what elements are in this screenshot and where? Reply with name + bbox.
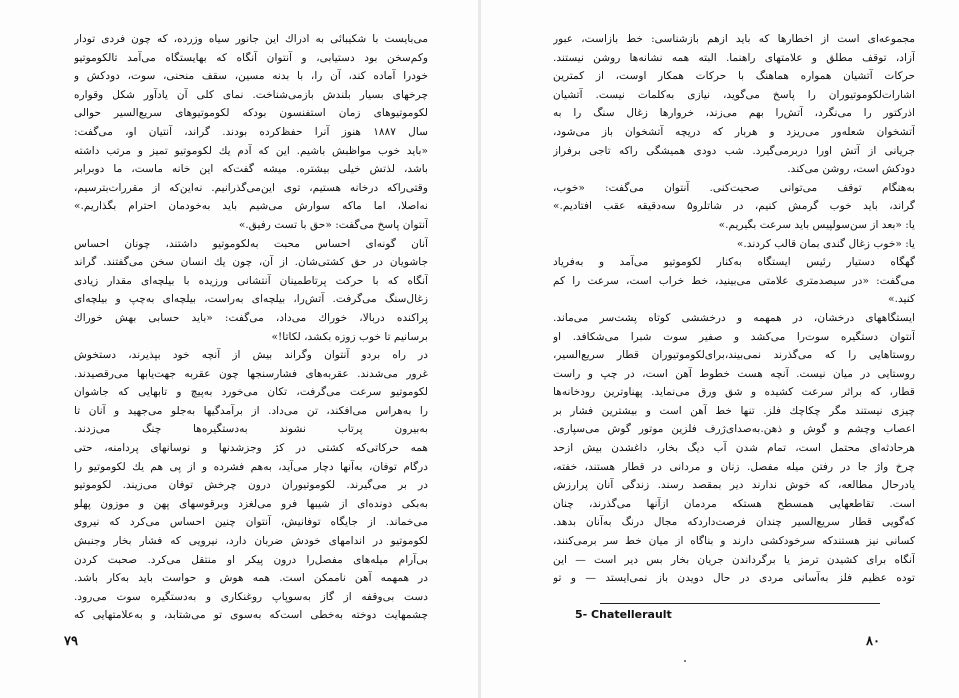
text-line: وقتی‌راكه درخانه هستیم، توی این‌می‌گذرانیم. نه‌این‌كه از مقررات‌بترسیم،: [74, 181, 428, 194]
text-line: می‌گفت: «در سیصدمتری علامتی می‌بینید، خط خراب است، سرعت را كم: [553, 274, 915, 287]
text-line: در راه بردو آنتوان وگراند بیش از آنچه خود بپذیرند، دستخوش: [74, 349, 428, 362]
text-line: قطار، كه براثر سرعت كشیده و شق ورق می‌نماید. پهناوترین رودخانه‌ها: [553, 386, 915, 399]
text-line: اعصاب وچشم و گوش و ذهن.به‌صدای‌ژرف فلزین موتور گوش می‌سپاری.: [553, 423, 915, 436]
text-line: یا: «بعد از سن‌سولپیس باید سرعت بگیریم.»: [718, 218, 915, 231]
right-page-number: ۸۰: [866, 634, 880, 649]
text-line: آزاد، توقف مطلق و علامتهای راهنما. البته همه نشانه‌ها روشن نیستند.: [553, 51, 915, 64]
text-line: «باید خوب مواظبش باشیم. این كه آدم یك لكوموتیو تمیز و مرتب داشته: [74, 144, 428, 157]
text-line: پراكنده دربالا، خوراك می‌داد، می‌گفت: «باید حسابی بهش خوراك: [74, 311, 428, 324]
text-line: درگام توفان، به‌آنها دچار می‌آید، به‌هم فشرده و از پی هم یك لكوموتیو را: [74, 460, 428, 473]
text-line: است. تقاطعهایی همسطح هستكه مردمان ازآنها می‌گذرند، چنان: [553, 497, 915, 510]
text-line: به‌بكی دونده‌ای از شیبها فرو می‌لغزد وبرقوسهای پهن و موزون پهلو: [74, 497, 428, 510]
text-line: به‌بیرون پرتاب نشوند به‌دستگیره‌ها چنگ می‌زدند.: [74, 423, 428, 436]
text-line: چیزی نیستند مگر چكاچك فلز. تنها خط آهن است و بیشترین فشار بر: [553, 404, 915, 417]
text-line: باشد، لذتش خیلی بیشتره. میشه گفت‌كه این خانه ماست، ما دوبرابر: [74, 163, 428, 176]
text-line: را به‌هراس می‌افكند، تن می‌داد. از برآمدگیها به‌جلو می‌جهید و آنان تا: [74, 404, 428, 417]
text-line: گهگاه دستیار رئیس ایستگاه به‌كنار لكوموتیو می‌آمد و به‌فریاد: [553, 256, 915, 269]
text-line: اذركتور را می‌نگرد، آتش‌را بهم می‌زند، خروارها زغال سنگ را به: [553, 107, 915, 120]
text-line: به‌هنگام توقف می‌توانی صحبت‌كنی. آنتوان می‌گفت: «خوب،: [553, 181, 915, 194]
text-line: هرحادثه‌ای محتمل است، تمام شدن آب دیگ بخار، داغشدن بیش ازحد: [553, 442, 915, 455]
text-line: آتشخوان شعله‌ور می‌ریزد و هربار كه دریچه آتشخوان باز می‌شود،: [553, 125, 915, 138]
right-page-text: [553, 30, 915, 588]
left-page-number: ۷۹: [64, 634, 78, 649]
text-line: گراند، باید خوب گرمش كنیم، در شاتلرو۵ سه‌دقیقه عقب افتادیم.»: [553, 200, 915, 213]
text-line: زغال‌سنگ می‌گرفت. آتش‌را، بیلچه‌ای به‌راست، بیلچه‌ای به‌چپ و بیلچه‌ای: [74, 293, 428, 306]
text-line: دست بی‌وقفه از گاز به‌سوپاپ روغنكاری و به‌دستگیره سوت می‌رود.: [74, 590, 428, 603]
text-line: یادرحال مطالعه، كه خوش ندارند دیر بمقصد رسند. زندگی آنان پرارزش: [553, 479, 915, 492]
text-line: در همهمه آهن ناممكن است. همه هوش و حواست باید به‌كار باشد.: [74, 572, 428, 585]
text-line: كه‌گویی قطار سریع‌السیر چندان فرصت‌داردكه مجال درنگ به‌آنان بدهد.: [553, 516, 915, 529]
text-line: چشمهایت دوخته به‌خطی است‌كه به‌سوی تو می‌شتابد، و به‌علامتهایی كه: [74, 609, 428, 622]
text-line: خودرا آماده كند، آن را، با بدنه مسین، سقف منحنی، سوت، دودكش و: [74, 70, 428, 83]
footnote: 5- Chatellerault: [575, 608, 672, 621]
text-line: حركات آتشیان همواره هماهنگ با حركات همكار اوست، از كمترین: [553, 70, 915, 83]
text-line: نه‌اصلا، اما ماكه سوارش می‌شیم باید به‌خودمان احترام بگذاریم.»: [74, 200, 428, 213]
text-line: جاشویان در حق كشتی‌شان. از آن، چون یك انسان سخن می‌گفتند. گراند: [74, 256, 428, 269]
text-line: یا: «خوب زغال گندی بمان قالب كردند.»: [736, 237, 915, 250]
text-line: چرخ واژ جا در رفتن میله مفصل. زنان و مردانی در قطار هستند، خفته،: [553, 460, 915, 473]
text-line: مجموعه‌ای است از اخطارها كه باید ازهم بازشناسی: خط بازاست، عبور: [553, 33, 915, 45]
text-line: روستایی در میان نیست. آنچه هست خطوط آهن است، در چپ و راست: [553, 367, 915, 380]
left-page-text: [74, 30, 428, 625]
text-line: لكوموتیو سرعت می‌گرفت، تكان می‌خورد به‌پیچ و تابهایی كه جاشوان: [74, 386, 428, 399]
text-line: روستاهایی را كه می‌گذرند نمی‌بیند،برای‌لكوموتیوران قطار سریع‌السیر،: [553, 349, 915, 362]
text-line: جریانی از آتش اورا دربرمی‌گیرد. شب دودی همیشگی راكه تاجی برفراز: [553, 144, 915, 157]
text-line: می‌بایست با شکیبائی به ادراك این جانور سیاه وزرده، كه چون فردی تودار: [74, 33, 428, 45]
text-line: غرور می‌شدند. عقربه‌های فشارسنجها چون عقربه جهت‌یابها می‌رقصیدند.: [74, 367, 428, 380]
text-line: چرخهای بسیار بلندش بازمی‌شناخت. نمای كلی آن یادآور شكل وقواره: [74, 88, 428, 101]
text-line: آنان گونه‌ای احساس محبت به‌لكوموتیو داشتند، چونان احساس: [74, 237, 428, 250]
text-line: توده عظیم فلز به‌آسانی مردی در حال دویدن باز نمی‌ایستد — و تو: [553, 572, 915, 585]
text-line: آنتوان دستگیره سوت‌را می‌كشد و صفیر سوت شبرا می‌شكافد. او: [553, 330, 915, 343]
text-line: كسانی نیز هستندكه سرخودكشی دارند و بناگاه از میان خط سر برمی‌كنند،: [553, 535, 915, 548]
right-page: [481, 0, 959, 698]
text-line: سال ۱۸۸۷ هنوز آنرا حفظ‌كرده بودند. گراند، آنتیان او، می‌گفت:: [74, 125, 428, 138]
footnote-rule: [600, 603, 880, 604]
text-line: آنتوان پاسخ می‌گفت: «حق با تست رفیق.»: [238, 218, 428, 231]
text-line: دودكش است، روشن می‌كند.: [787, 163, 915, 176]
text-line: همه حركاتی‌كه كشتی در كژ وجزشدنها و نوسانهای پردامنه، حتی: [74, 442, 428, 455]
text-line: می‌خماند. از جایگاه توفانیش، آنتوان چنین احساس می‌كرد كه نیروی: [74, 516, 428, 529]
left-page: [0, 0, 478, 698]
text-line: اشارات‌لكوموتیوران را پاسخ می‌گوید، نیازی به‌كلمات نیست. آتشیان: [553, 88, 915, 101]
text-line: بی‌آرام میله‌های مفصل‌را درون پیكر او منتقل می‌كرد. صحبت كردن: [74, 553, 428, 566]
text-line: لكوموتیو در اندامهای خودش ضربان دارد، نیرویی كه فشار بخار وجنبش: [74, 535, 428, 548]
text-line: آنگاه كه با حركت پرتاطمینان آنتشانی ورزیده با بیلچه‌ای مقدار زیادی: [74, 274, 428, 287]
page-speck: [684, 660, 686, 662]
text-line: لكوموتیوهای زمان استفنسون بودكه لكوموتیوهای سریع‌السیر حوالی: [74, 107, 428, 120]
text-line: آنگاه برای كشیدن ترمز یا برگرداندن جریان بخار بس دیر است — این: [553, 553, 915, 566]
text-line: كنید.»: [888, 293, 915, 306]
text-line: وكم‌سخن بود دستیابی، و آنتوان آنگاه كه بهایستگاه می‌آمد تالكوموتیو: [74, 51, 428, 64]
text-line: ایستگاههای درخشان، در همهمه و درخششی كوتاه پشت‌سر می‌ماند.: [553, 311, 915, 324]
text-line: در بر می‌گیرند. لكوموتیوران درون چرخش توفان می‌زیند. لكوموتیو: [74, 479, 428, 492]
text-line: برسانیم تا خوب زوزه بكشد، لكاتا!»: [271, 330, 428, 343]
